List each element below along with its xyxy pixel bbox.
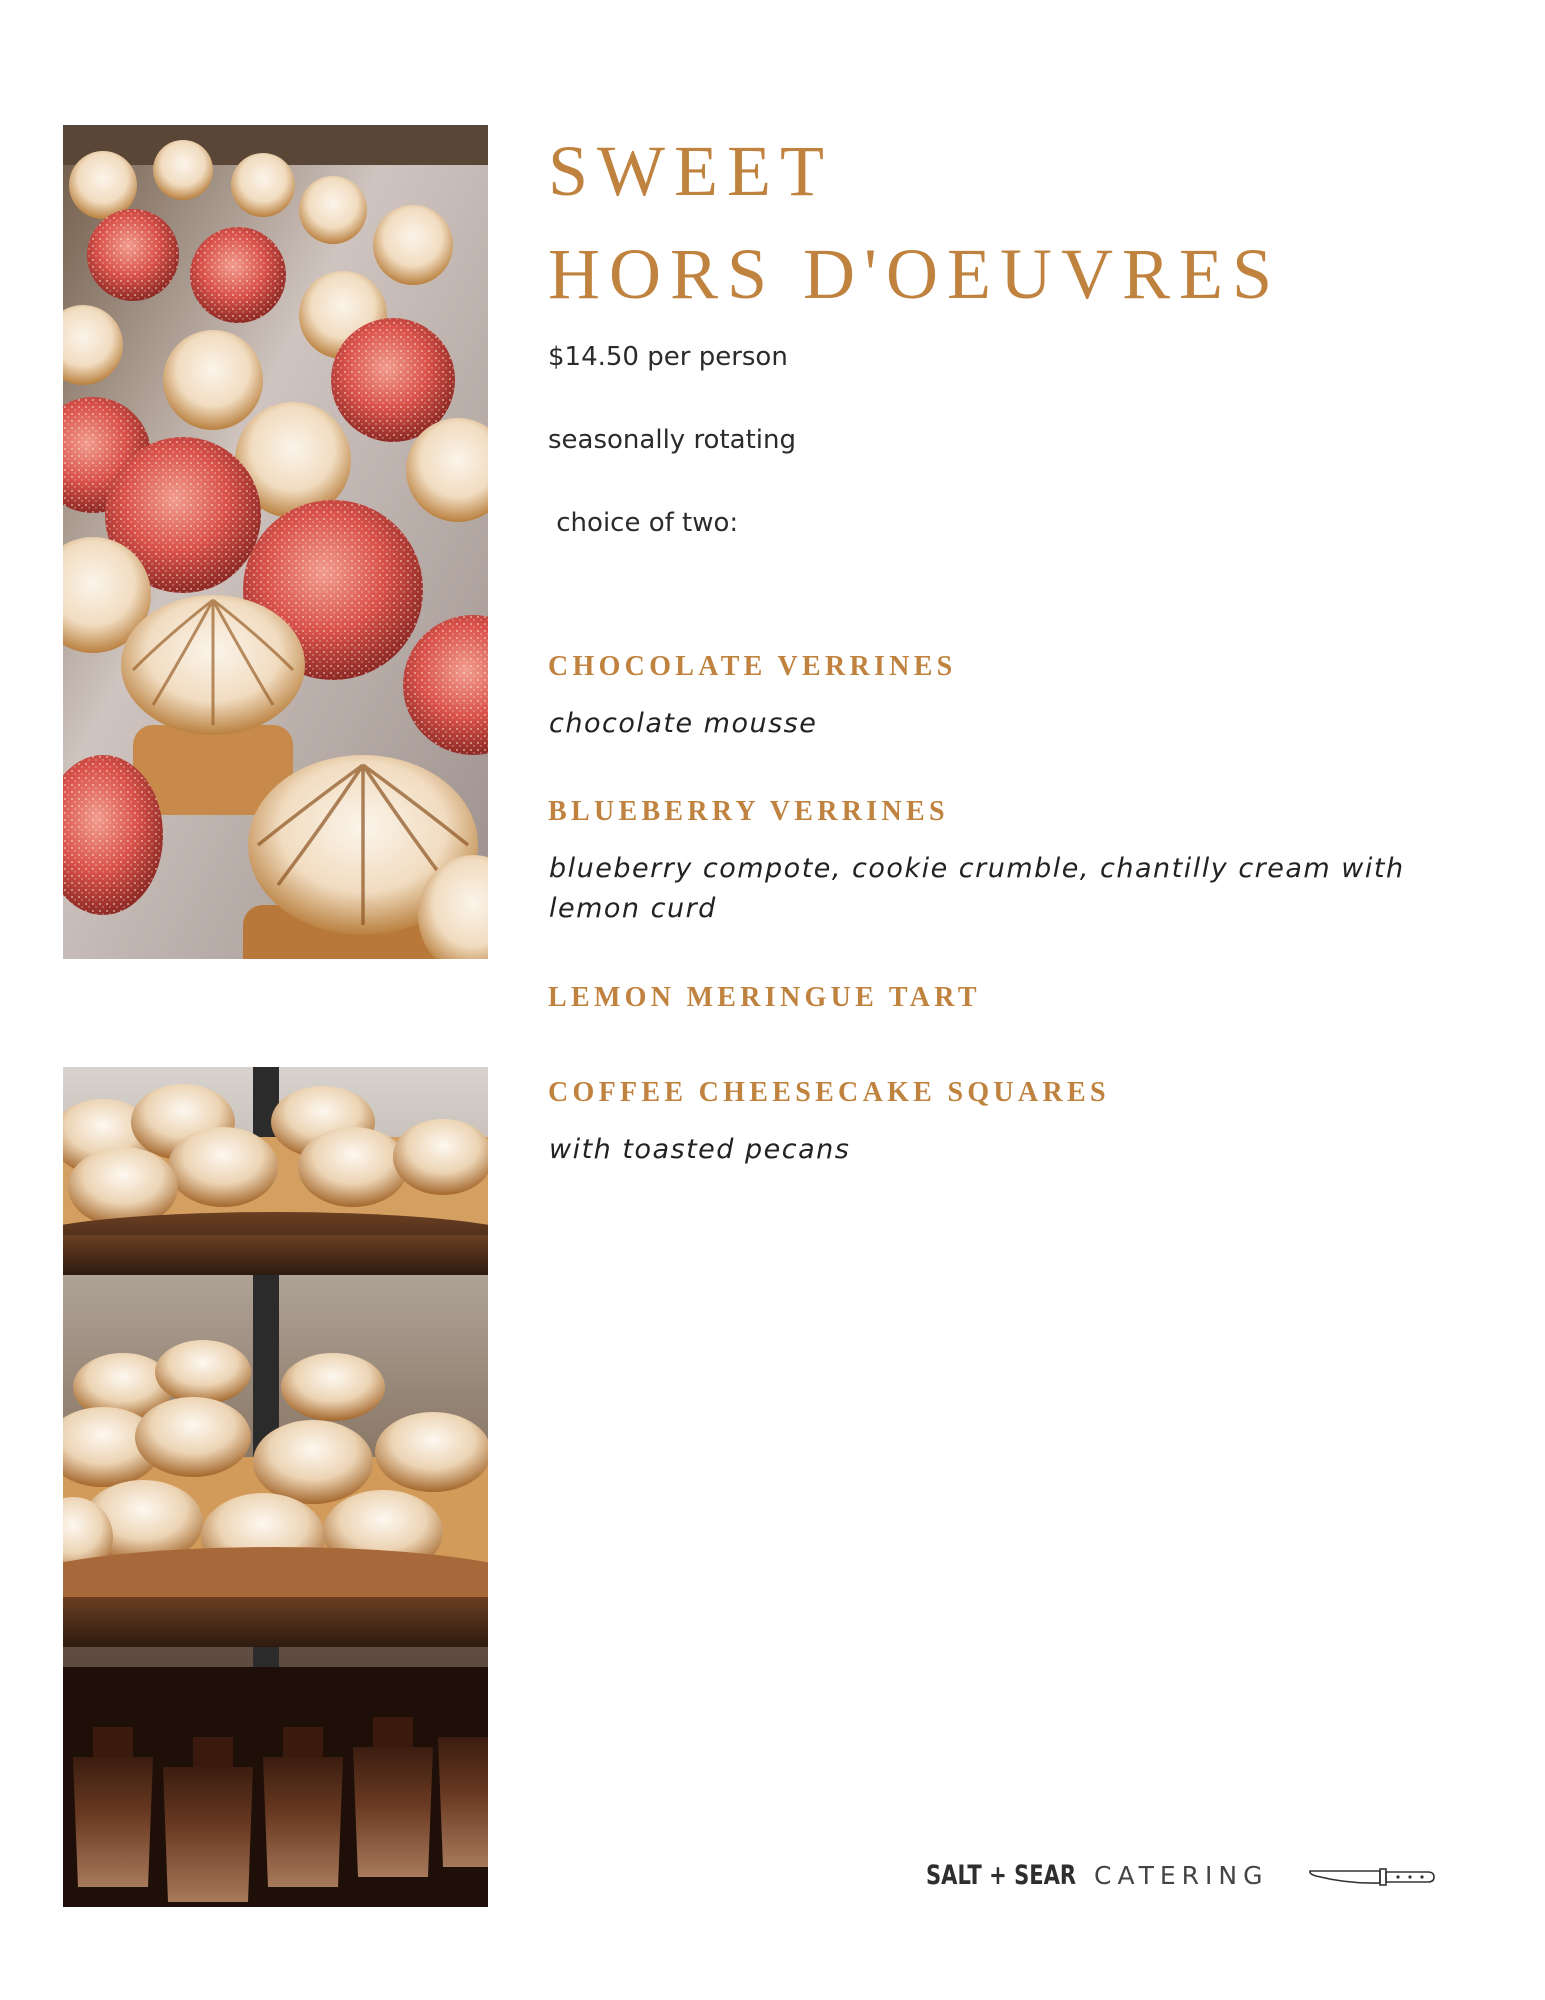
brand-name: SALT + SEAR <box>926 1860 1077 1891</box>
price-per-person: $14.50 per person <box>548 342 788 372</box>
dessert-stand-photo-icon <box>63 1067 488 1907</box>
brand-tagline: CATERING <box>1094 1861 1269 1890</box>
menu-item-description: chocolate mousse <box>549 708 818 739</box>
rotation-note: seasonally rotating <box>548 425 796 455</box>
menu-item-name: LEMON MERINGUE TART <box>548 982 981 1013</box>
menu-item-description: with toasted pecans <box>549 1134 851 1165</box>
menu-item-name: BLUEBERRY VERRINES <box>548 796 949 827</box>
menu-item-name: COFFEE CHEESECAKE SQUARES <box>548 1077 1110 1108</box>
dessert-photo-bottom <box>63 1067 488 1907</box>
page-title-line-2: HORS D'OEUVRES <box>548 234 1282 314</box>
choice-note: choice of two: <box>548 508 739 538</box>
menu-item-description: blueberry compote, cookie crumble, chantilly cream with lemon curd <box>549 853 1405 924</box>
page-title-line-1: SWEET <box>548 131 833 211</box>
dessert-photo-top <box>63 125 488 959</box>
menu-item-name: CHOCOLATE VERRINES <box>548 651 957 682</box>
knife-icon <box>1308 1862 1436 1888</box>
dessert-photo-icon <box>63 125 488 959</box>
